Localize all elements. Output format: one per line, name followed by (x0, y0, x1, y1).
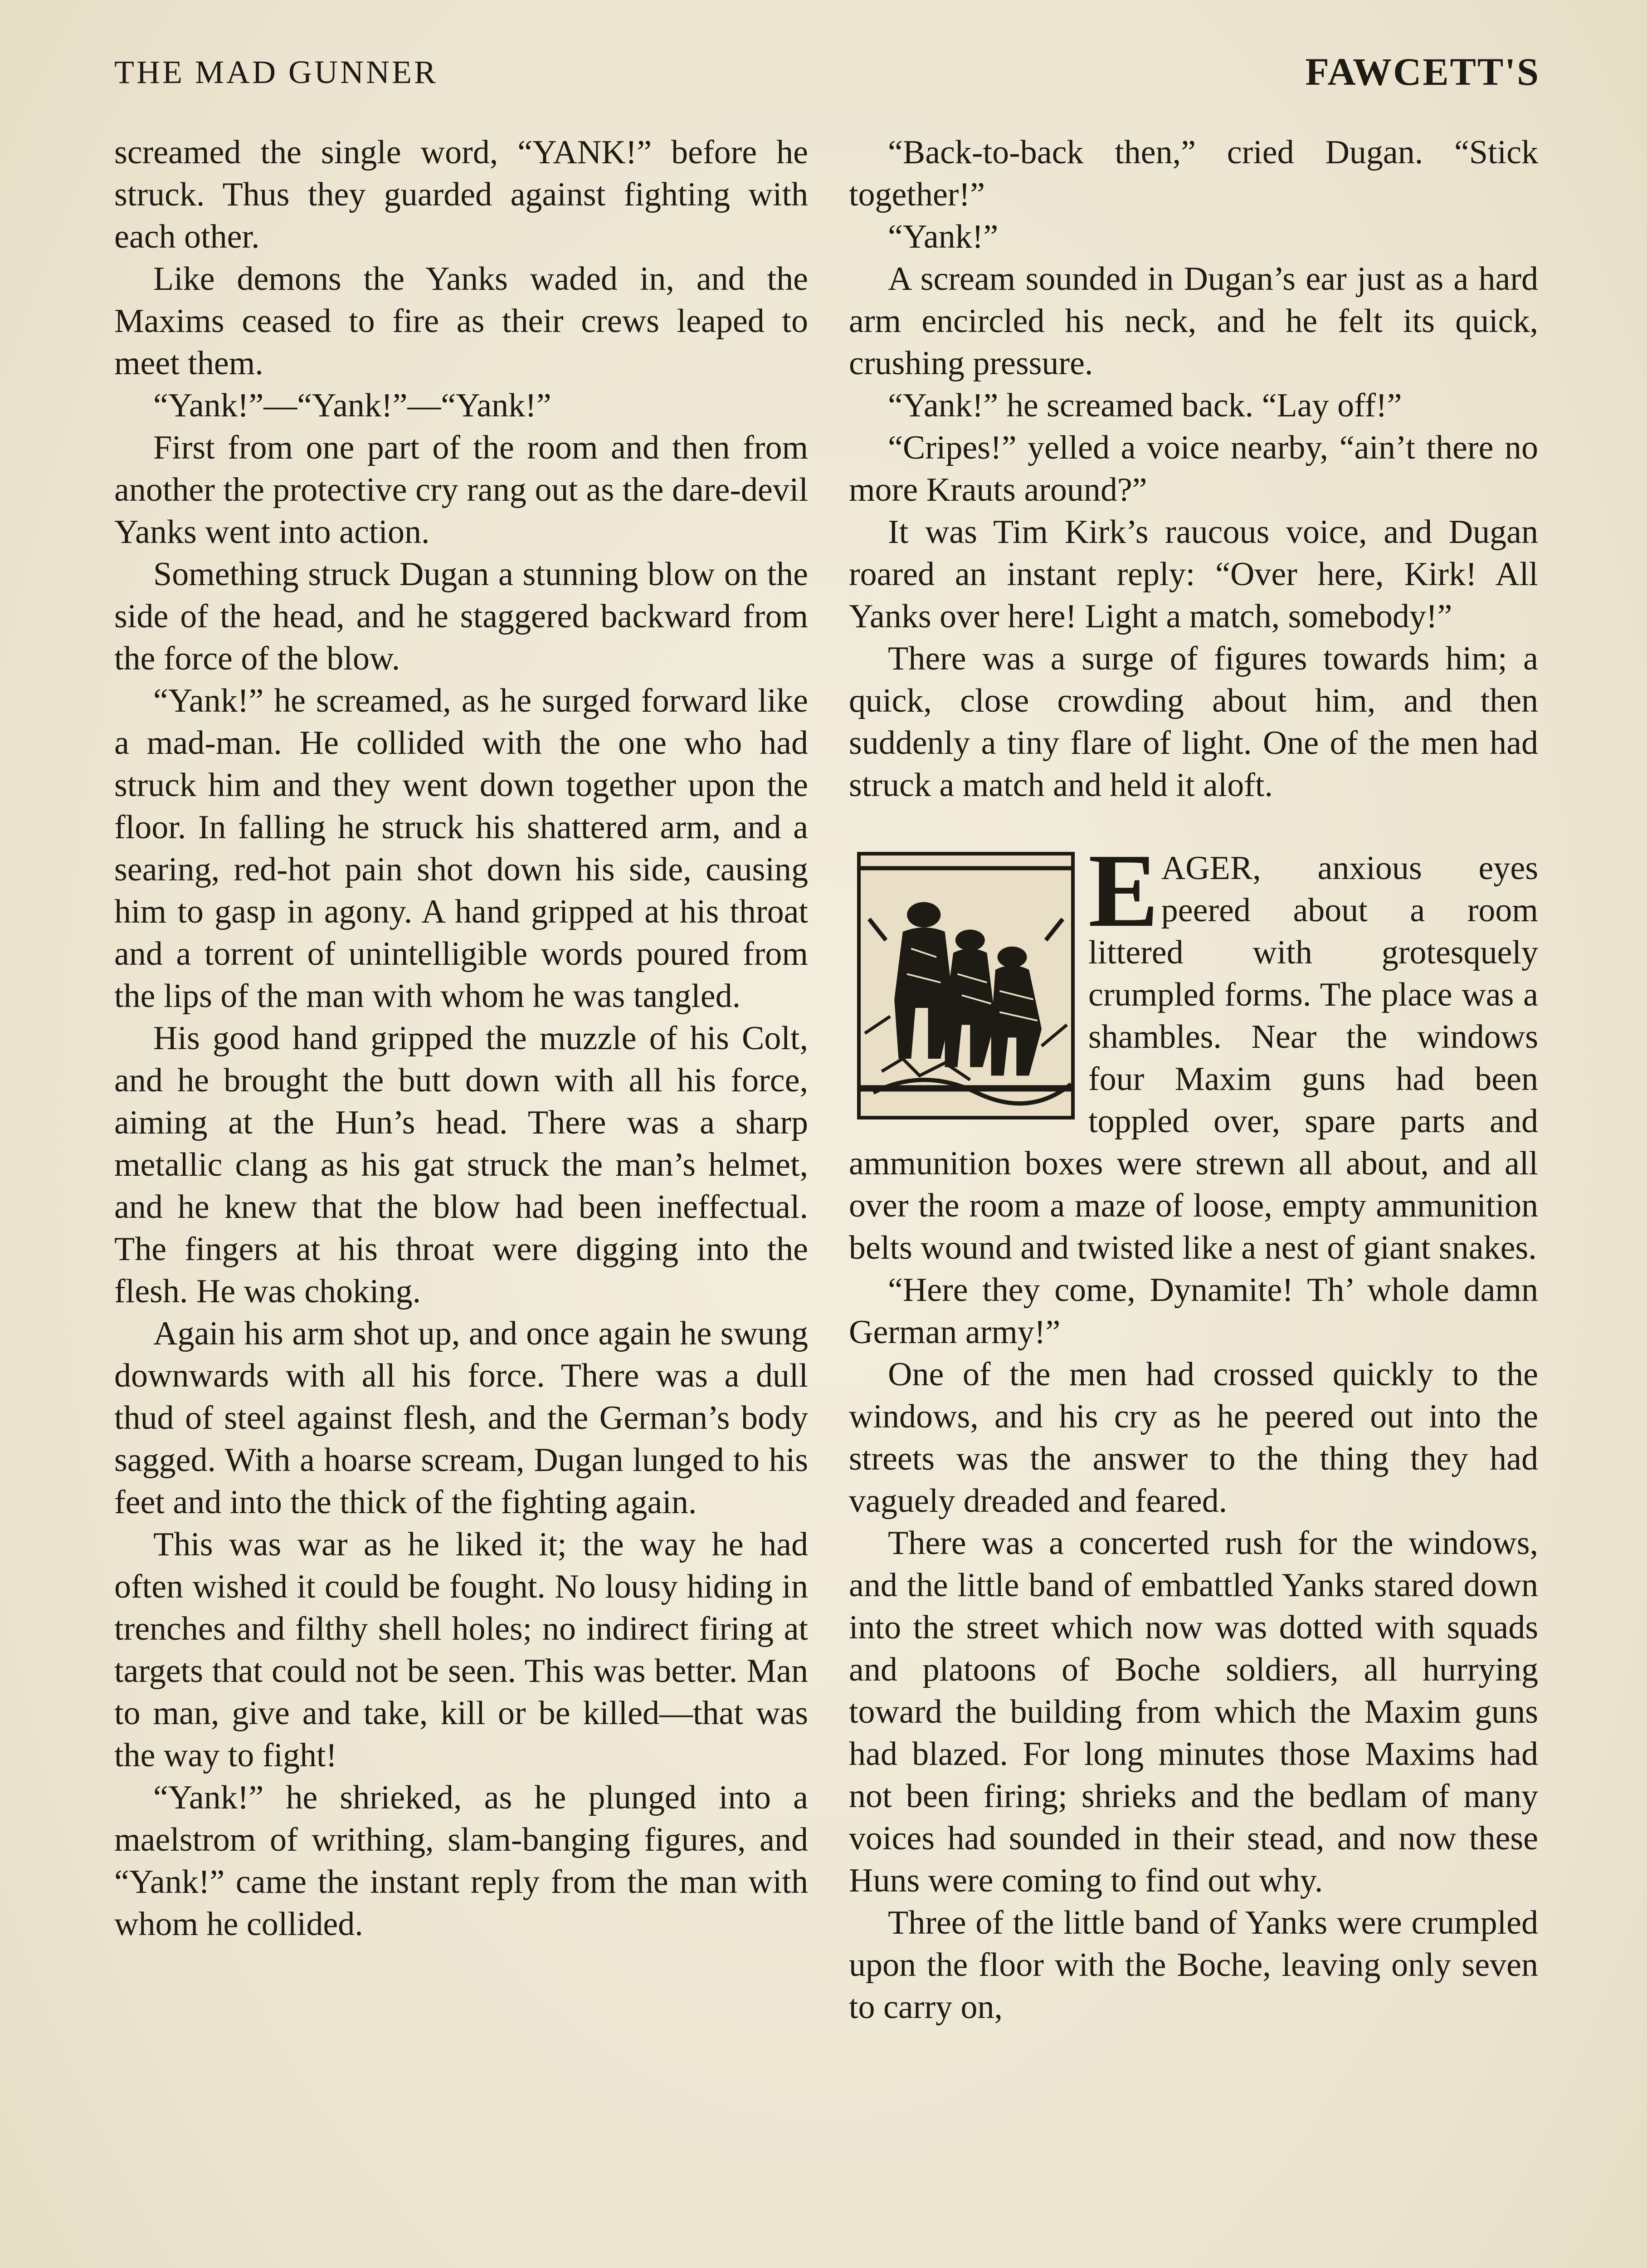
paragraph: There was a concerted rush for the windows, and the little band of embattled Yanks stared down into the street which now was dotted with squads and platoons of Boche soldiers, all hurrying toward the building from which the Maxim guns had blazed. For long minutes those Maxims had not been firing; shrieks and the bedlam of many voices had sounded in their stead, and now these Huns were coming to find out why. (849, 1525, 1538, 1899)
soldiers-illustration-art (861, 855, 1071, 1116)
paragraph: screamed the single word, “YANK!” before he struck. Thus they guarded against fighting with each other. (114, 134, 808, 255)
right-column (849, 132, 1538, 2028)
paragraph: “Back-to-back then,” cried Dugan. “Stick together!” (849, 134, 1538, 213)
paragraph: One of the men had crossed quickly to the windows, and his cry as he peered out into the streets was the answer to the thing they had vaguely dreaded and feared. (849, 1356, 1538, 1520)
paragraph: It was Tim Kirk’s raucous voice, and Dugan roared an instant reply: “Over here, Kirk! All Yanks over here! Light a match, somebody!” (849, 513, 1538, 635)
section-opening (849, 832, 1538, 1269)
paragraph: Like demons the Yanks waded in, and the Maxims ceased to fire as their crews leaped to meet them. (114, 260, 808, 382)
drop-cap-letter: E (1088, 832, 1159, 949)
section-break (849, 807, 1538, 847)
soldiers-illustration (857, 852, 1075, 1119)
paragraph: Something struck Dugan a stunning blow on the side of the head, and he staggered backward from the force of the blow. (114, 556, 808, 677)
paragraph: There was a surge of figures towards him; a quick, close crowding about him, and then suddenly a tiny flare of light. One of the men had struck a match and held it aloft. (849, 640, 1538, 804)
running-head-title: THE MAD GUNNER (114, 54, 438, 90)
running-head-publisher: FAWCETT'S (1305, 50, 1540, 93)
paragraph: Three of the little band of Yanks were crumpled upon the floor with the Boche, leaving only seven to carry on, (849, 1904, 1538, 2026)
paragraph: Again his arm shot up, and once again he swung downwards with all his force. There was a dull thud of steel against flesh, and the German’s body sagged. With a hoarse scream, Dugan lunged to his feet and into the thick of the fighting again. (114, 1315, 808, 1521)
paragraph: “Yank!” (888, 218, 999, 255)
paragraph: This was war as he liked it; the way he had often wished it could be fought. No lousy hiding in trenches and filthy shell holes; no indirect firing at targets that could not be seen. This was better. Man to man, give and take, kill or be killed—that was the way to fight! (114, 1526, 808, 1774)
paragraph: “Yank!”—“Yank!”—“Yank!” (153, 387, 551, 424)
paragraph: “Yank!” he screamed back. “Lay off!” (888, 387, 1402, 424)
paragraph: “Yank!” he screamed, as he surged forward like a mad-man. He collided with the one who had struck him and they went down together upon the floor. In falling he struck his shattered arm, and a searing, red-hot pain shot down his side, causing him to gasp in agony. A hand gripped at his throat and a torrent of unintelligible words poured from the lips of the man with whom he was tangled. (114, 682, 808, 1015)
paragraph: “Cripes!” yelled a voice nearby, “ain’t there no more Krauts around?” (849, 429, 1538, 508)
left-column (114, 132, 808, 1945)
paragraph: His good hand gripped the muzzle of his Colt, and he brought the butt down with all his force, aiming at the Hun’s head. There was a sharp metallic clang as his gat struck the man’s helmet, and he knew that the blow had been ineffectual. The fingers at his throat were digging into the flesh. He was choking. (114, 1020, 808, 1310)
drop-cap-paragraph: AGER, anxious eyes peered about a room littered with grotesquely crumpled forms. The place was a shambles. Near the windows four Maxim guns had been toppled over, spare parts and ammunition boxes were strewn all about, and all over the room a maze of loose, empty ammunition belts wound and twisted like a nest of giant snakes. (849, 850, 1538, 1266)
paragraph: A scream sounded in Dugan’s ear just as a hard arm encircled his neck, and he felt its quick, crushing pressure. (849, 260, 1538, 382)
paragraph: “Yank!” he shrieked, as he plunged into a maelstrom of writhing, slam-banging figures, and “Yank!” came the instant reply from the man with whom he collided. (114, 1779, 808, 1943)
paragraph: “Here they come, Dynamite! Th’ whole damn German army!” (849, 1271, 1538, 1351)
paragraph: First from one part of the room and then from another the protective cry rang out as the dare-devil Yanks went into action. (114, 429, 808, 551)
